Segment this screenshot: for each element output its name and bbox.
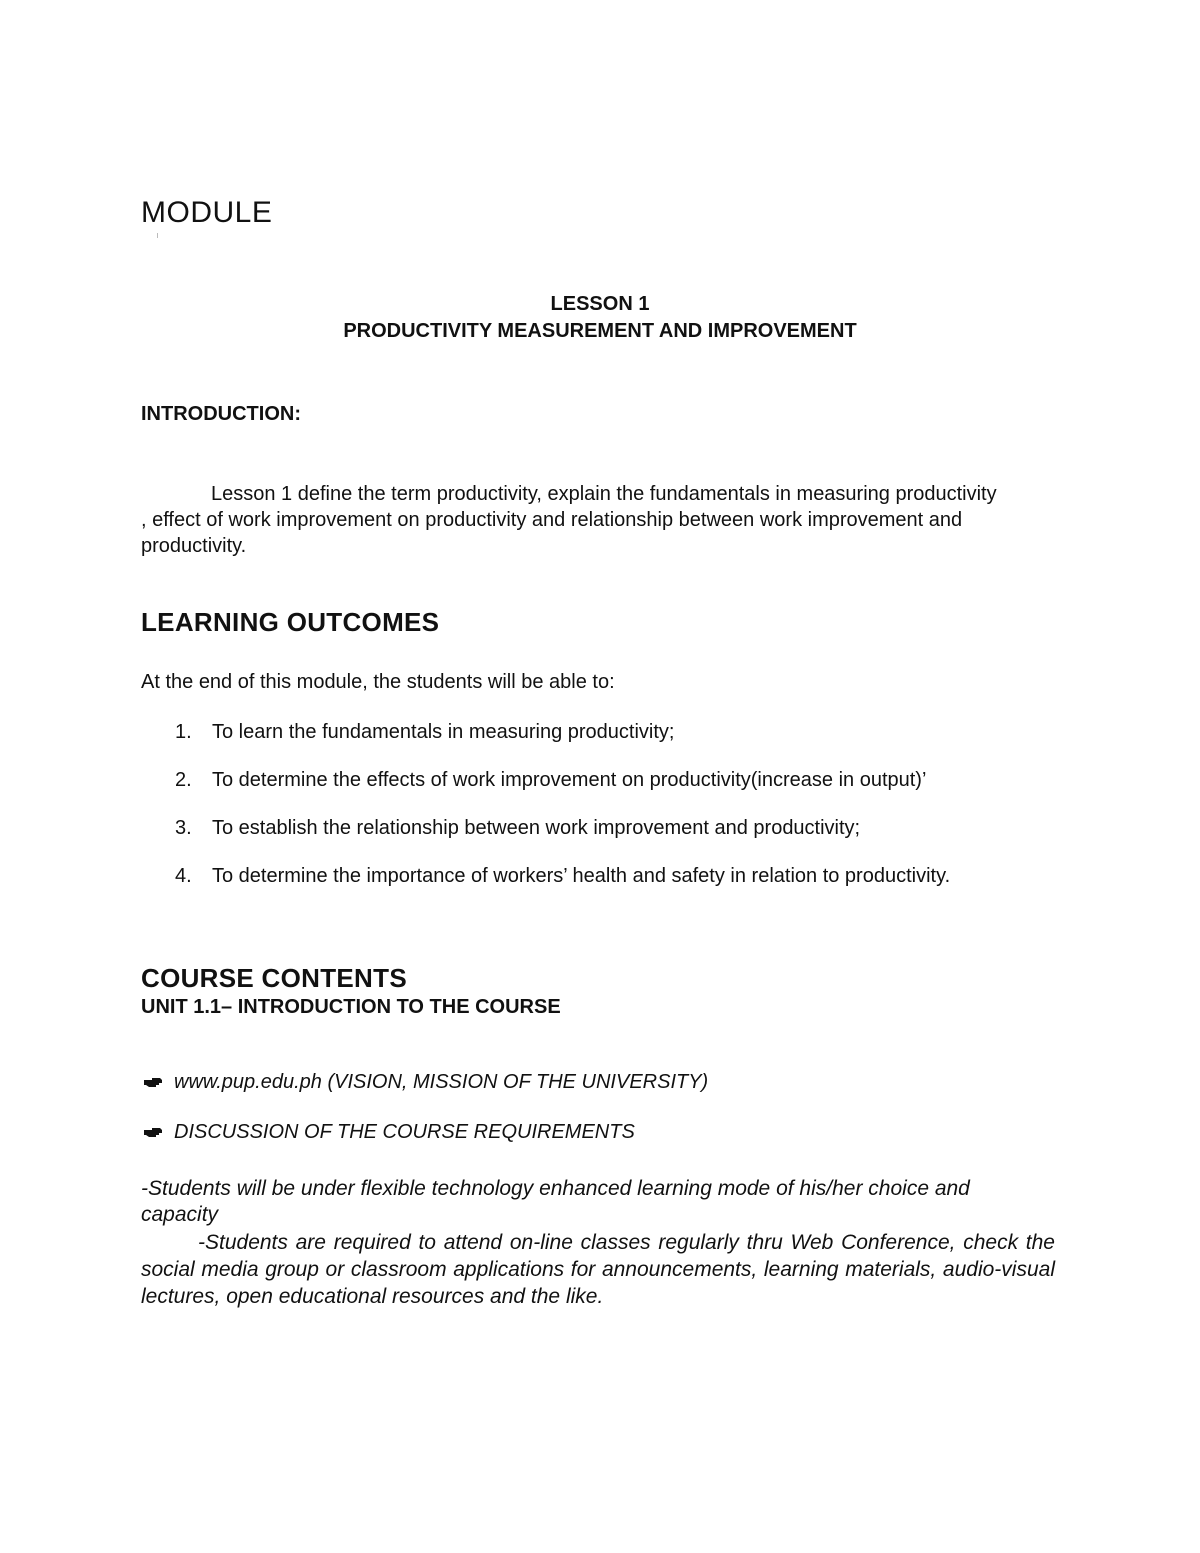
list-item-number: 3. [175, 817, 192, 839]
learning-outcomes-lead: At the end of this module, the students will be able to: [141, 671, 615, 693]
learning-outcomes-heading: LEARNING OUTCOMES [141, 607, 440, 637]
introduction-label: INTRODUCTION: [141, 403, 301, 425]
bullet-text: DISCUSSION OF THE COURSE REQUIREMENTS [174, 1121, 635, 1143]
course-note-2: -Students are required to attend on-line classes regularly thru Web Conference, check the social media group or classroom applications for announcements, learning materials, audio-visual lectures, open educational resources and the like. [141, 1231, 1055, 1308]
link-pup-website[interactable]: www.pup.edu.ph (VISION, MISSION OF THE UNIVERSITY) [174, 1071, 709, 1093]
lesson-number: LESSON 1 [550, 293, 650, 315]
list-item-number: 2. [175, 769, 192, 791]
list-item-text: To learn the fundamentals in measuring productivity; [212, 721, 675, 743]
list-item-text: To determine the effects of work improvement on productivity(increase in output)’ [212, 769, 927, 791]
list-item-text: To establish the relationship between work improvement and productivity; [212, 817, 861, 839]
list-item-text: To determine the importance of workers’ health and safety in relation to productivity. [212, 865, 951, 887]
pointing-hand-icon [143, 1125, 163, 1139]
unit-heading: UNIT 1.1– INTRODUCTION TO THE COURSE [141, 996, 561, 1018]
list-item-number: 1. [175, 721, 192, 743]
course-contents-heading: COURSE CONTENTS [141, 963, 407, 993]
course-note-1: -Students will be under flexible technology enhanced learning mode of his/her choice and capacity [141, 1177, 970, 1226]
text-cursor-mark [157, 233, 158, 238]
list-item-number: 4. [175, 865, 192, 887]
module-title: MODULE [141, 196, 273, 229]
pointing-hand-icon [143, 1075, 163, 1089]
lesson-title: PRODUCTIVITY MEASUREMENT AND IMPROVEMENT [343, 320, 857, 342]
introduction-paragraph: Lesson 1 define the term productivity, explain the fundamentals in measuring productivity , effect of work improvement on productivity and relationship between work improvement and productivity. [141, 483, 997, 557]
